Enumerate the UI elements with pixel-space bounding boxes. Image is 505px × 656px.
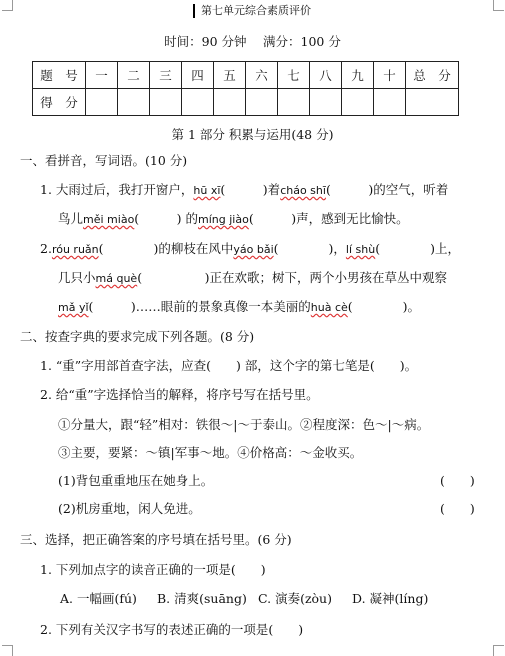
text: 1. 大雨过后，我打开窗户， (40, 182, 194, 197)
answer-blank[interactable]: ( )。 (347, 299, 421, 314)
answer-blank[interactable]: ( ) 的 (134, 211, 199, 226)
pinyin: róu ruǎn (51, 243, 99, 256)
score-input-cell[interactable] (310, 89, 342, 116)
q1-line (58, 297, 420, 315)
q1-line (58, 209, 409, 227)
score-cell: 三 (150, 62, 182, 89)
pinyin: měi miào (83, 213, 135, 226)
q3-line: 1. 下列加点字的读音正确的一项是( ) (40, 562, 266, 577)
pinyin: lí shù (345, 243, 376, 256)
q2-line: ①分量大，跟“轻”相对：铁很～|～于泰山。②程度深：色～|～病。 (58, 417, 430, 432)
pinyin: hū xī (193, 184, 221, 197)
score-input-cell[interactable] (150, 89, 182, 116)
q1-line (58, 268, 447, 286)
answer-blank[interactable]: ( )上， (375, 241, 460, 256)
answer-blank[interactable]: ( )的空气，听着 (325, 182, 449, 197)
answer-paren[interactable]: ( ) (440, 501, 475, 516)
q1-heading: 一、看拼音，写词语。(10 分) (20, 153, 188, 168)
option-b[interactable]: B. 清爽(suāng) (157, 591, 247, 606)
pinyin: cháo shī (280, 184, 326, 197)
score-input-cell[interactable] (182, 89, 214, 116)
score-input-cell[interactable] (342, 89, 374, 116)
score-input-cell[interactable] (374, 89, 406, 116)
pinyin: mǎ yǐ (58, 301, 89, 314)
text: 鸟儿 (58, 211, 84, 226)
score-cell: 一 (86, 62, 118, 89)
score-input-cell[interactable] (406, 89, 459, 116)
q3-heading: 三、选择，把正确答案的序号填在括号里。(6 分) (20, 532, 292, 547)
score-cell: 五 (214, 62, 246, 89)
corner-mark-bottom-left (2, 645, 13, 656)
pinyin: yáo bǎi (233, 243, 274, 256)
option-c[interactable]: C. 演奏(zòu) (258, 591, 332, 606)
score-table (32, 61, 459, 116)
score-cell: 二 (118, 62, 150, 89)
option-a[interactable]: A. 一幅画(fú) (60, 591, 137, 606)
answer-blank[interactable]: ( )正在欢歌；树下，两个小男孩在草丛中观察 (137, 270, 447, 285)
q2-line: (2)机房重地，闲人免进。 (58, 501, 201, 516)
score-cell: 四 (182, 62, 214, 89)
q1-line (40, 180, 448, 198)
time-limit: 时间：90 分钟 (164, 34, 247, 49)
answer-blank[interactable]: ( )着 (220, 182, 281, 197)
score-cell: 十 (374, 62, 406, 89)
q3-line: 2. 下列有关汉字书写的表述正确的一项是( ) (40, 622, 304, 637)
q1-line (40, 239, 460, 257)
q2-line: ③主要，要紧：～镇|军事～地。④价格高：～金收买。 (58, 445, 363, 460)
full-score: 满分：100 分 (263, 34, 341, 49)
answer-blank[interactable]: ( )……眼前的景象真像一本美丽的 (88, 299, 311, 314)
score-cell: 九 (342, 62, 374, 89)
exam-meta (0, 32, 505, 50)
score-input-cell[interactable] (278, 89, 310, 116)
answer-blank[interactable]: ( )的柳枝在风中 (98, 241, 234, 256)
score-input-cell[interactable] (86, 89, 118, 116)
score-table-header-row (33, 62, 459, 89)
answer-blank[interactable]: ( )， (273, 241, 346, 256)
option-d[interactable]: D. 凝神(líng) (352, 591, 429, 606)
score-cell: 七 (278, 62, 310, 89)
corner-mark-top-left (2, 0, 13, 11)
q2-line: (1)背包重重地压在她身上。 (58, 473, 214, 488)
score-cell: 六 (246, 62, 278, 89)
text: 2. (40, 241, 52, 256)
q2-line: 2. 给“重”字选择恰当的解释，将序号写在括号里。 (40, 387, 319, 402)
corner-mark-bottom-right (493, 645, 504, 656)
text: 几只小 (58, 270, 96, 285)
answer-blank[interactable]: ( )声，感到无比愉快。 (248, 211, 409, 226)
score-cell: 八 (310, 62, 342, 89)
answer-paren[interactable]: ( ) (440, 473, 475, 488)
q2-heading: 二、按查字典的要求完成下列各题。(8 分) (20, 329, 255, 344)
score-cell: 总 分 (406, 62, 459, 89)
score-cell: 得 分 (33, 89, 86, 116)
score-input-cell[interactable] (246, 89, 278, 116)
score-cell: 题 号 (33, 62, 86, 89)
pinyin: huà cè (310, 301, 348, 314)
score-table-score-row (33, 89, 459, 116)
q2-line: 1. “重”字用部首查字法，应查( ) 部，这个字的第七笔是( )。 (40, 358, 418, 373)
pinyin: má què (95, 272, 138, 285)
pinyin: míng jiào (198, 213, 249, 226)
score-input-cell[interactable] (118, 89, 150, 116)
part-title: 第 1 部分 积累与运用(48 分) (171, 127, 334, 142)
corner-mark-top-right (493, 0, 504, 11)
score-input-cell[interactable] (214, 89, 246, 116)
page-title: 第七单元综合素质评价 (193, 4, 311, 18)
